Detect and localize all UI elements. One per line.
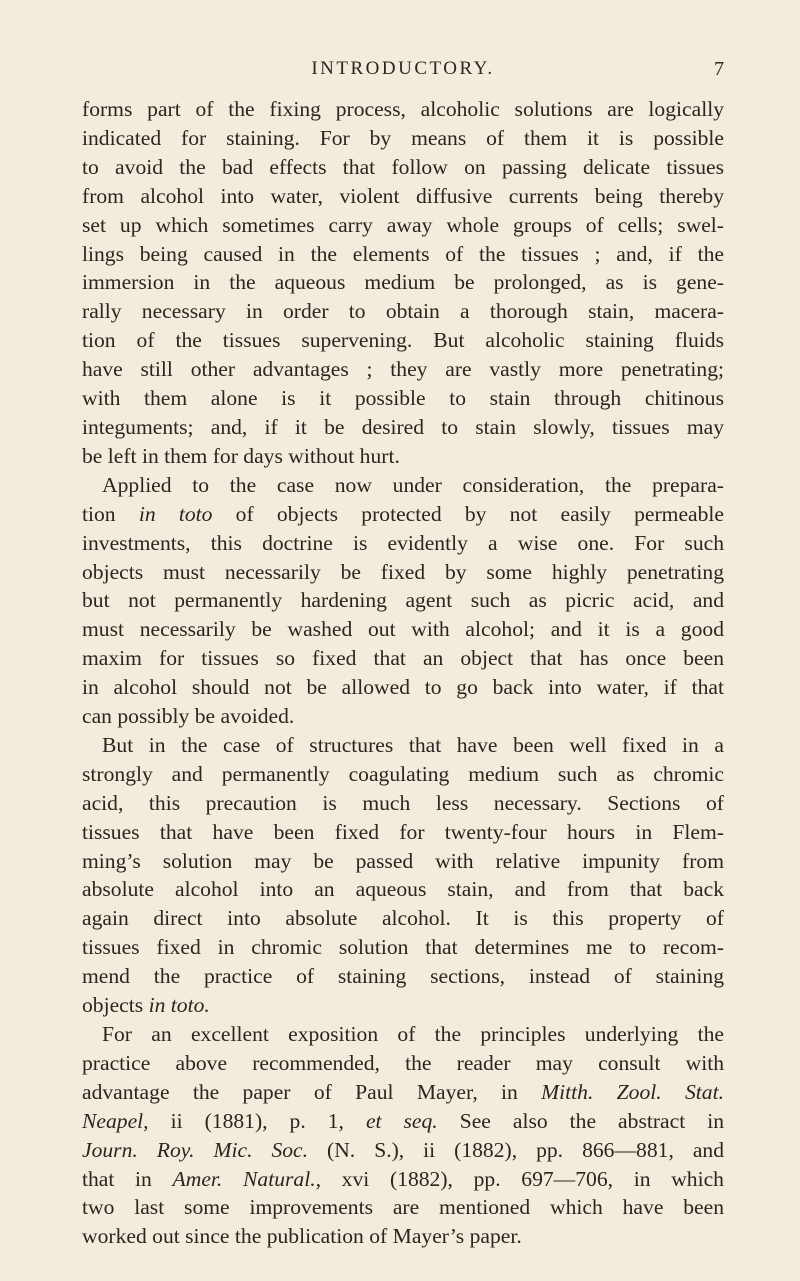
text-line: tion of the tissues supervening. But alcoholic staining fluids [82, 328, 724, 353]
text-line: But in the case of structures that have been well fixed in a [102, 732, 724, 757]
text-line: absolute alcohol into an aqueous stain, and from that back [82, 877, 724, 902]
text-line: acid, this precaution is much less necessary. Sections of [82, 790, 724, 815]
paragraph [82, 471, 724, 731]
text-line: objects in toto. [82, 993, 210, 1018]
text-line: must necessarily be washed out with alcohol; and it is a good [82, 617, 724, 642]
text-line: Journ. Roy. Mic. Soc. (N. S.), ii (1882), pp. 866—881, and [82, 1137, 724, 1162]
text-line: but not permanently hardening agent such as picric acid, and [82, 588, 724, 613]
text-line: tissues that have been fixed for twenty-four hours in Flem- [82, 819, 724, 844]
text-line: For an excellent exposition of the principles underlying the [102, 1022, 724, 1046]
paragraph [82, 95, 724, 471]
body-text [82, 95, 724, 1251]
text-line: indicated for staining. For by means of them it is possible [82, 125, 724, 150]
text-line: practice above recommended, the reader may consult with [82, 1050, 724, 1075]
text-line: be left in them for days without hurt. [82, 443, 400, 468]
text-line: maxim for tissues so fixed that an object that has once been [82, 646, 724, 671]
text-line: in alcohol should not be allowed to go back into water, if that [82, 675, 724, 700]
text-line: set up which sometimes carry away whole groups of cells; swel- [82, 212, 724, 237]
text-line: forms part of the fixing process, alcoholic solutions are logically [82, 97, 724, 121]
text-line: immersion in the aqueous medium be prolonged, as is gene- [82, 270, 724, 295]
text-line: can possibly be avoided. [82, 704, 295, 729]
text-line: advantage the paper of Paul Mayer, in Mitth. Zool. Stat. [82, 1079, 724, 1104]
text-line: Neapel, ii (1881), p. 1, et seq. See also the abstract in [82, 1108, 724, 1133]
running-head: INTRODUCTORY. [311, 58, 495, 79]
text-line: worked out since the publication of Mayer’s paper. [82, 1224, 522, 1249]
page-header [82, 58, 724, 84]
text-line: have still other advantages ; they are vastly more penetrating; [82, 357, 724, 382]
text-line: from alcohol into water, violent diffusive currents being thereby [82, 183, 724, 208]
text-line: investments, this doctrine is evidently a wise one. For such [82, 530, 724, 555]
text-line: mend the practice of staining sections, instead of staining [82, 964, 724, 989]
text-line: tion in toto of objects protected by not easily permeable [82, 501, 724, 526]
paragraph [82, 731, 724, 1020]
text-line: rally necessary in order to obtain a thorough stain, macera- [82, 299, 724, 324]
text-line: to avoid the bad effects that follow on passing delicate tissues [82, 154, 724, 179]
text-line: again direct into absolute alcohol. It is this property of [82, 906, 724, 931]
text-line: strongly and permanently coagulating medium such as chromic [82, 761, 724, 786]
text-line: Applied to the case now under consideration, the prepara- [102, 472, 724, 497]
text-line: tissues fixed in chromic solution that determines me to recom- [82, 935, 724, 960]
text-line: lings being caused in the elements of the tissues ; and, if the [82, 241, 724, 266]
text-line: integuments; and, if it be desired to stain slowly, tissues may [82, 414, 724, 439]
text-line: that in Amer. Natural., xvi (1882), pp. 697—706, in which [82, 1166, 724, 1191]
text-line: objects must necessarily be fixed by some highly penetrating [82, 559, 724, 584]
text-line: two last some improvements are mentioned which have been [82, 1195, 724, 1220]
page-number: 7 [714, 58, 724, 80]
text-line: ming’s solution may be passed with relative impunity from [82, 848, 724, 873]
paragraph [82, 1020, 724, 1251]
text-line: with them alone is it possible to stain through chitinous [82, 386, 724, 411]
